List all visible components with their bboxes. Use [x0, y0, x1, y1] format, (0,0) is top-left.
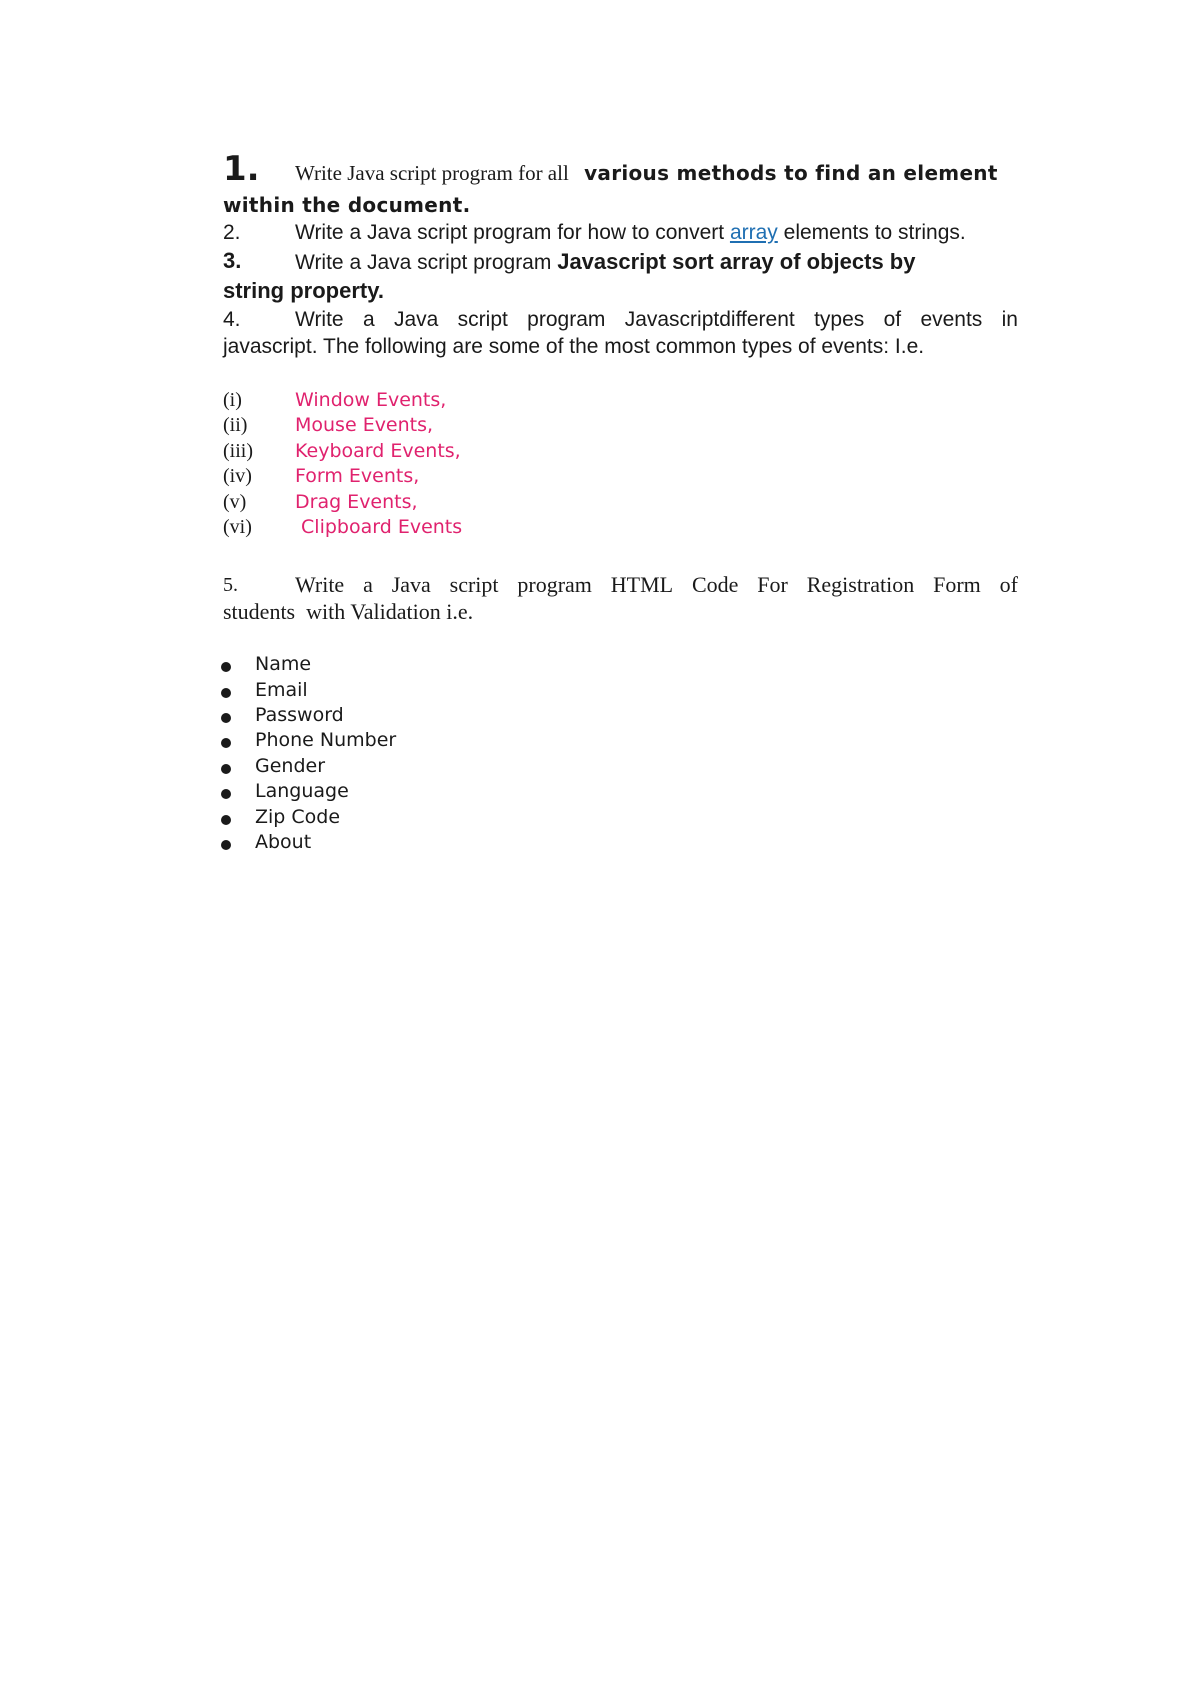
q3-bold-text: Javascript sort array of objects by: [557, 249, 916, 274]
list-item: Language: [255, 780, 349, 802]
q4-word: Javascriptdifferent: [624, 308, 795, 331]
list-item: Phone Number: [255, 729, 397, 751]
q5-number: 5.: [223, 574, 238, 596]
q5-line2: students with Validation i.e.: [223, 599, 474, 624]
q4-word: a: [362, 308, 375, 331]
event-numeral: (iv): [223, 465, 252, 487]
list-item: Email: [255, 679, 308, 701]
bullet-icon: [221, 815, 231, 825]
event-numeral: (iii): [223, 440, 253, 462]
q1-line1: [295, 161, 998, 186]
list-item: Gender: [255, 755, 326, 777]
bullet-icon: [221, 688, 231, 698]
q4-word: Java: [393, 308, 439, 331]
q4-word: Write: [295, 308, 344, 331]
q2-text-before: Write a Java script program for how to convert: [295, 221, 730, 244]
q4-word: types: [814, 308, 865, 331]
q2-line: [295, 221, 966, 245]
q4-word: program: [527, 308, 606, 331]
event-numeral: (v): [223, 491, 247, 513]
event-numeral: (vi): [223, 516, 252, 538]
list-item: Zip Code: [255, 806, 341, 828]
q5-word: Form: [933, 572, 981, 597]
event-numeral: (i): [223, 389, 242, 411]
q5-word: HTML: [610, 572, 674, 597]
event-item-clipboard: Clipboard Events: [295, 516, 463, 538]
q4-word: of: [883, 308, 902, 331]
q4-word: events: [920, 308, 983, 331]
bullet-icon: [221, 662, 231, 672]
event-numeral: (ii): [223, 414, 248, 436]
q5-word: of: [999, 572, 1018, 597]
q3-text: Write a Java script program: [295, 251, 558, 274]
q5-word: program: [517, 572, 592, 597]
q5-line1: [295, 572, 1018, 598]
q5-word: For: [757, 572, 788, 597]
bullet-icon: [221, 789, 231, 799]
list-item: Name: [255, 653, 312, 675]
q1-bold-text: various methods to find an element: [584, 161, 998, 185]
q5-word: Java: [391, 572, 431, 597]
bullet-icon: [221, 764, 231, 774]
event-item-mouse: Mouse Events,: [295, 414, 434, 436]
bullet-icon: [221, 840, 231, 850]
q4-line2: javascript. The following are some of the most common types of events: I.e.: [223, 335, 925, 358]
q1-text: Write Java script program for all: [295, 161, 569, 185]
list-item: About: [255, 831, 312, 853]
array-link[interactable]: array: [729, 221, 778, 244]
q3-line2: string property.: [223, 278, 384, 303]
event-item-drag: Drag Events,: [295, 491, 418, 513]
bullet-icon: [221, 713, 231, 723]
q1-number: 1.: [223, 149, 260, 189]
q2-text-after: elements to strings.: [777, 221, 966, 244]
q5-word: script: [449, 572, 499, 597]
q4-number: 4.: [223, 308, 241, 331]
event-item-form: Form Events,: [295, 465, 420, 487]
q3-number: 3.: [223, 248, 242, 273]
event-item-keyboard: Keyboard Events,: [295, 440, 461, 462]
q5-word: Registration: [806, 572, 915, 597]
q5-word: Write: [295, 572, 345, 597]
event-item-window: Window Events,: [295, 389, 447, 411]
bullet-icon: [221, 738, 231, 748]
q5-word: Code: [691, 572, 739, 597]
list-item: Password: [255, 704, 344, 726]
q4-word: in: [1001, 308, 1018, 331]
q4-word: script: [457, 308, 508, 331]
q5-word: a: [363, 572, 373, 597]
q1-line2: within the document.: [223, 193, 471, 217]
q2-number: 2.: [223, 221, 241, 244]
q3-line1: [295, 249, 915, 275]
q4-line1: [295, 308, 1018, 332]
